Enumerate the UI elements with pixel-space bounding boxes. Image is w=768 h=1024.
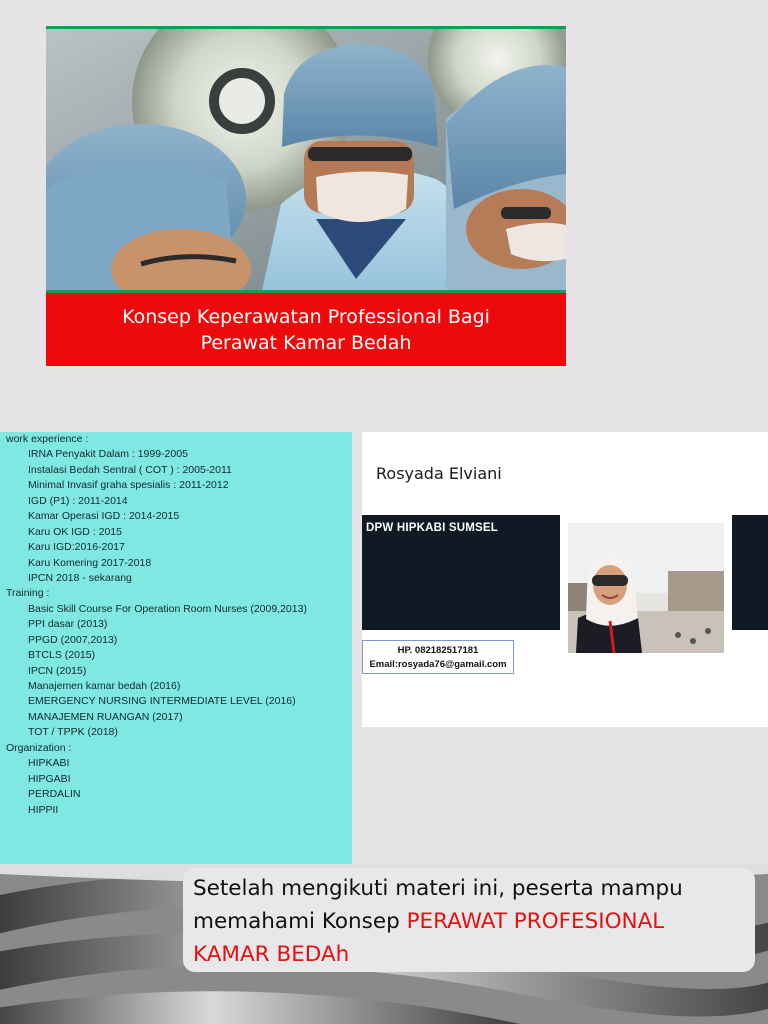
- objective-line-1: Setelah mengikuti materi ini, peserta mampu: [193, 876, 683, 901]
- list-item: TOT / TPPK (2018): [28, 726, 118, 739]
- hero-image: [46, 26, 566, 292]
- list-item: IGD (P1) : 2011-2014: [28, 494, 128, 507]
- list-item: PPI dasar (2013): [28, 618, 108, 631]
- list-item: Manajemen kamar bedah (2016): [28, 680, 181, 692]
- work-experience-section: [0, 432, 352, 586]
- training-section: [0, 586, 352, 740]
- objective-slide: [0, 864, 768, 1024]
- objective-line-2-text: memahami Konsep: [193, 909, 407, 934]
- list-item: IPCN (2015): [28, 664, 87, 677]
- list-item: Basic Skill Course For Operation Room Nurses (2009,2013): [28, 602, 307, 615]
- organization-section: [0, 741, 352, 818]
- list-item: PPGD (2007,2013): [28, 633, 118, 646]
- phone-number: HP. 082182517181: [397, 645, 479, 656]
- profile-name: Rosyada Elviani: [376, 464, 502, 483]
- list-item: Kamar Operasi IGD : 2014-2015: [28, 510, 180, 523]
- list-item: HIPGABI: [28, 772, 71, 785]
- title-line-2: Perawat Kamar Bedah: [200, 331, 412, 354]
- list-item: HIPPII: [28, 803, 59, 816]
- list-item: EMERGENCY NURSING INTERMEDIATE LEVEL (2016): [28, 695, 296, 708]
- presentation-title: [46, 293, 566, 366]
- list-item: IPCN 2018 - sekarang: [28, 571, 132, 584]
- profile-photo: [560, 515, 732, 630]
- list-item: Karu OK IGD : 2015: [28, 525, 122, 538]
- list-item: Karu IGD:2016-2017: [28, 541, 125, 554]
- list-item: MANAJEMEN RUANGAN (2017): [28, 710, 183, 723]
- list-item: BTCLS (2015): [28, 649, 96, 662]
- organization-heading: Organization :: [6, 741, 72, 754]
- work-experience-heading: work experience :: [6, 433, 89, 445]
- email-address: Email:rosyada76@gamail.com: [369, 659, 507, 670]
- title-slide: [0, 0, 768, 430]
- objective-highlight-2: KAMAR BEDAh: [193, 942, 350, 967]
- training-heading: Training :: [6, 587, 50, 600]
- objective-highlight-1: PERAWAT PROFESIONAL: [406, 909, 665, 934]
- profile-card: [362, 432, 768, 727]
- learning-objective: [183, 868, 755, 972]
- objective-line-2: [193, 905, 745, 938]
- list-item: PERDALIN: [28, 788, 81, 801]
- contact-box: [362, 640, 514, 674]
- organization-label: DPW HIPKABI SUMSEL: [366, 522, 499, 534]
- cv-panel: [0, 432, 352, 864]
- list-item: Minimal Invasif graha spesialis : 2011-2012: [28, 479, 229, 492]
- list-item: Karu Komering 2017-2018: [28, 556, 152, 569]
- title-line-1: Konsep Keperawatan Professional Bagi: [122, 305, 490, 328]
- list-item: Instalasi Bedah Sentral ( COT ) : 2005-2011: [28, 463, 232, 476]
- surgeons-photo: [46, 29, 566, 292]
- list-item: HIPKABI: [28, 757, 70, 770]
- profile-band: [362, 515, 768, 630]
- portrait-icon: [568, 523, 724, 653]
- list-item: IRNA Penyakit Dalam : 1999-2005: [28, 448, 188, 461]
